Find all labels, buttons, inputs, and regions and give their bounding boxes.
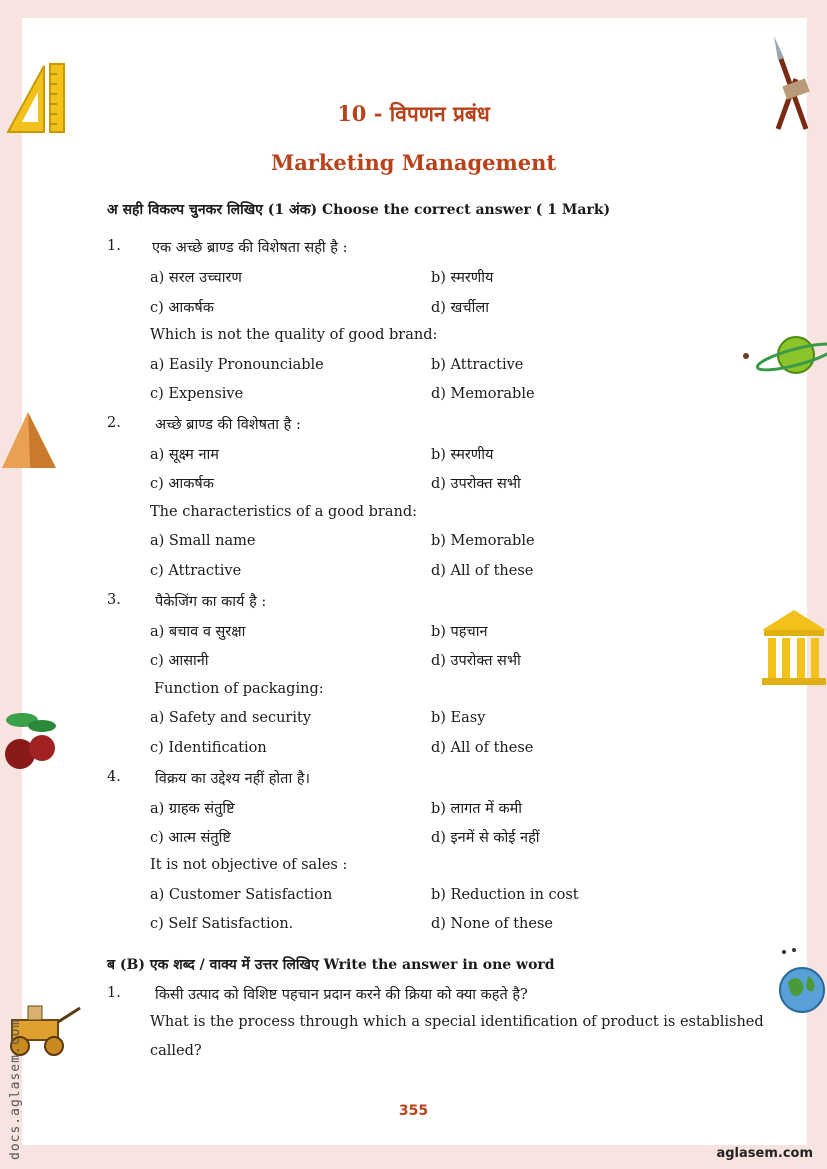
planet-icon bbox=[740, 330, 827, 380]
option-a: a) सूक्ष्म नाम bbox=[150, 447, 219, 463]
question-hindi: अच्छे ब्राण्ड की विशेषता है : bbox=[155, 417, 301, 433]
option-a: a) Small name bbox=[150, 533, 256, 549]
chapter-title-english: Marketing Management bbox=[270, 150, 557, 175]
site-name[interactable]: aglasem.com bbox=[716, 1146, 813, 1161]
watermark: docs.aglasem.com bbox=[8, 1018, 23, 1160]
option-c: c) आकर्षक bbox=[150, 300, 214, 316]
option-d: d) All of these bbox=[431, 563, 534, 579]
section-a-heading: अ सही विकल्प चुनकर लिखिए (1 अंक) Choose the correct answer ( 1 Mark) bbox=[107, 202, 611, 218]
question-hindi: किसी उत्पाद को विशिष्ट पहचान प्रदान करने की क्रिया को क्या कहते है? bbox=[155, 987, 528, 1003]
globe-icon bbox=[776, 946, 827, 1020]
option-d: d) All of these bbox=[431, 740, 534, 756]
option-c: c) आत्म संतुष्टि bbox=[150, 830, 231, 846]
page-sheet bbox=[22, 18, 807, 1145]
option-b: b) स्मरणीय bbox=[431, 447, 494, 463]
page-number: 355 bbox=[398, 1103, 429, 1119]
option-b: b) Memorable bbox=[431, 533, 535, 549]
option-b: b) Attractive bbox=[431, 357, 524, 373]
option-b: b) Reduction in cost bbox=[431, 887, 579, 903]
question-english: What is the process through which a special identification of product is established bbox=[150, 1014, 764, 1030]
question-hindi: विक्रय का उद्देश्य नहीं होता है। bbox=[155, 771, 311, 787]
option-c: c) आसानी bbox=[150, 653, 209, 669]
option-b: b) स्मरणीय bbox=[431, 270, 494, 286]
section-b-heading: ब (B) एक शब्द / वाक्य में उत्तर लिखिए Write the answer in one word bbox=[107, 957, 555, 973]
option-d: d) उपरोक्त सभी bbox=[431, 476, 521, 492]
option-b: b) लागत में कमी bbox=[431, 801, 523, 817]
pyramid-icon bbox=[0, 410, 58, 470]
question-hindi: एक अच्छे ब्राण्ड की विशेषता सही है : bbox=[152, 240, 348, 256]
option-c: c) Self Satisfaction. bbox=[150, 916, 294, 932]
question-number: 2. bbox=[107, 415, 121, 431]
temple-icon bbox=[760, 608, 827, 686]
option-b: b) पहचान bbox=[431, 624, 488, 640]
option-a: a) Easily Pronounciable bbox=[150, 357, 324, 373]
option-a: a) Customer Satisfaction bbox=[150, 887, 333, 903]
option-d: d) Memorable bbox=[431, 386, 535, 402]
question-number: 1. bbox=[107, 238, 121, 254]
option-b: b) Easy bbox=[431, 710, 486, 726]
question-number: 3. bbox=[107, 592, 121, 608]
option-a: a) सरल उच्चारण bbox=[150, 270, 242, 286]
option-d: d) खर्चीला bbox=[431, 300, 489, 316]
option-d: d) उपरोक्त सभी bbox=[431, 653, 521, 669]
fruit-icon bbox=[2, 706, 62, 778]
question-english: It is not objective of sales : bbox=[150, 857, 348, 873]
question-hindi: पैकेजिंग का कार्य है : bbox=[155, 594, 267, 610]
option-a: a) ग्राहक संतुष्टि bbox=[150, 801, 235, 817]
option-c: c) आकर्षक bbox=[150, 476, 214, 492]
option-c: c) Expensive bbox=[150, 386, 244, 402]
question-number: 4. bbox=[107, 769, 121, 785]
question-english: The characteristics of a good brand: bbox=[150, 504, 418, 520]
option-a: a) Safety and security bbox=[150, 710, 312, 726]
question-number: 1. bbox=[107, 985, 121, 1001]
question-english: Which is not the quality of good brand: bbox=[150, 327, 438, 343]
option-d: d) None of these bbox=[431, 916, 553, 932]
option-c: c) Identification bbox=[150, 740, 267, 756]
option-a: a) बचाव व सुरक्षा bbox=[150, 624, 246, 640]
question-english: Function of packaging: bbox=[154, 681, 324, 697]
chapter-title-hindi: 10 - विपणन प्रबंध bbox=[337, 101, 490, 126]
question-english-continued: called? bbox=[150, 1043, 202, 1059]
option-c: c) Attractive bbox=[150, 563, 242, 579]
option-d: d) इनमें से कोई नहीं bbox=[431, 830, 540, 846]
